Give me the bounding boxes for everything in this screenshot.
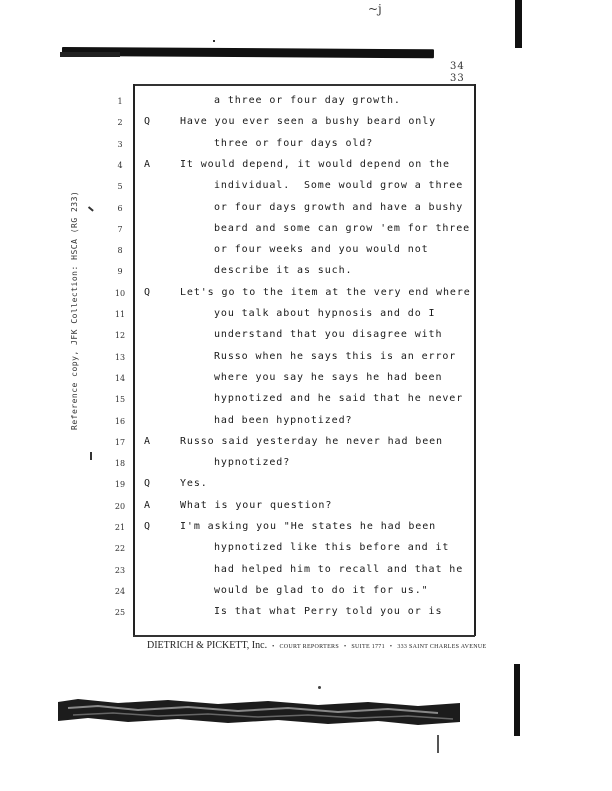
transcript-line xyxy=(0,433,612,454)
transcript-line xyxy=(0,369,612,390)
speaker-label: Q xyxy=(144,286,151,298)
line-number: 23 xyxy=(114,565,126,575)
speaker-label: A xyxy=(144,499,151,511)
transcript-line xyxy=(0,390,612,411)
transcript-line xyxy=(0,348,612,369)
scan-edge-mark-bottom xyxy=(514,664,520,736)
line-number: 14 xyxy=(114,373,126,383)
transcript-line xyxy=(0,284,612,305)
transcript-text: Is that what Perry told you or is xyxy=(214,606,443,618)
line-number: 1 xyxy=(117,97,123,106)
footer-bullet: • xyxy=(344,644,347,650)
scan-smudge-bottom xyxy=(58,694,460,730)
line-number: 15 xyxy=(114,395,126,405)
transcript-line xyxy=(0,220,612,241)
transcript-text: individual. Some would grow a three xyxy=(214,180,464,192)
transcript-text: or four days growth and have a bushy xyxy=(214,201,464,213)
transcript-text: Let's go to the item at the very end where xyxy=(180,286,471,298)
reporter-footer xyxy=(147,640,486,651)
transcript-line xyxy=(0,262,612,283)
line-number: 13 xyxy=(114,352,126,362)
transcript-text: where you say he says he had been xyxy=(214,371,443,383)
transcript-bottom-rule xyxy=(133,635,475,637)
transcript-line xyxy=(0,199,612,220)
transcript-line xyxy=(0,561,612,582)
speaker-label: A xyxy=(144,435,151,447)
transcript-text: What is your question? xyxy=(180,499,333,511)
transcript-text: had been hypnotized? xyxy=(214,414,353,426)
transcript-text: describe it as such. xyxy=(214,265,353,277)
scan-bar-tail xyxy=(60,52,120,57)
line-number: 25 xyxy=(114,608,126,618)
transcript-text: understand that you disagree with xyxy=(214,329,443,341)
transcript-text: a three or four day growth. xyxy=(214,95,401,106)
line-number: 21 xyxy=(114,523,126,532)
transcript-line xyxy=(0,92,612,113)
line-number: 16 xyxy=(114,416,126,426)
transcript-line xyxy=(0,603,612,624)
line-number: 9 xyxy=(117,267,123,277)
transcript-top-rule xyxy=(133,84,475,86)
transcript-text: Yes. xyxy=(180,478,208,490)
line-number: 3 xyxy=(117,139,123,149)
transcript-line xyxy=(0,241,612,262)
speaker-label: Q xyxy=(144,478,151,490)
scan-edge-mark-top xyxy=(515,0,522,48)
line-number: 5 xyxy=(117,182,123,192)
line-number: 22 xyxy=(114,544,126,554)
transcript-text: hypnotized and he said that he never xyxy=(214,393,464,405)
transcript-line xyxy=(0,156,612,177)
transcript-line xyxy=(0,177,612,198)
scan-drip-mark xyxy=(437,735,439,753)
transcript-line xyxy=(0,135,612,156)
transcript-line xyxy=(0,412,612,433)
line-number: 17 xyxy=(114,437,126,447)
transcript-text: or four weeks and you would not xyxy=(214,244,429,256)
transcript-line xyxy=(0,305,612,326)
line-number: 2 xyxy=(117,118,123,128)
scan-speck xyxy=(318,686,321,689)
line-number: 12 xyxy=(114,331,126,341)
transcript-line xyxy=(0,113,612,134)
transcript-line xyxy=(0,326,612,347)
speaker-label: A xyxy=(144,158,151,170)
transcript-line xyxy=(0,475,612,496)
transcript-line xyxy=(0,582,612,603)
footer-court-reporters: COURT REPORTERS xyxy=(279,644,339,650)
transcript-text: Russo said yesterday he never had been xyxy=(180,435,443,447)
transcript-text: would be glad to do it for us." xyxy=(214,584,429,596)
transcript-text: had helped him to recall and that he xyxy=(214,563,464,575)
transcript-line xyxy=(0,518,612,539)
page-number-original: 34 xyxy=(450,61,465,72)
speck-mark xyxy=(213,40,215,42)
page-number-current: 33 xyxy=(450,73,465,84)
speaker-label: Q xyxy=(144,521,151,532)
footer-address: 333 SAINT CHARLES AVENUE xyxy=(397,644,487,650)
transcript-text: Russo when he says this is an error xyxy=(214,350,457,362)
transcript-text: It would depend, it would depend on the xyxy=(180,158,450,170)
transcript-text: Have you ever seen a bushy beard only xyxy=(180,116,437,128)
line-number: 10 xyxy=(114,288,126,298)
line-number: 20 xyxy=(114,501,126,511)
transcript-text: three or four days old? xyxy=(214,137,374,149)
line-number: 4 xyxy=(117,160,123,170)
line-number: 6 xyxy=(117,203,123,213)
transcript-line xyxy=(0,454,612,475)
line-number: 24 xyxy=(114,586,126,596)
transcript-text: beard and some can grow 'em for three xyxy=(214,222,471,234)
footer-bullet: • xyxy=(389,644,393,650)
transcript-text: I'm asking you "He states he had been xyxy=(180,521,437,532)
transcript-text: hypnotized? xyxy=(214,457,291,469)
transcript-text: hypnotized like this before and it xyxy=(214,542,450,554)
line-number: 18 xyxy=(114,459,126,469)
footer-suite: SUITE 1771 xyxy=(351,644,385,650)
line-number: 8 xyxy=(117,246,123,256)
speaker-label: Q xyxy=(144,116,151,128)
footer-bullet: • xyxy=(272,644,275,650)
page-numbers xyxy=(450,61,465,85)
reporter-company: DIETRICH & PICKETT, Inc. xyxy=(147,640,268,651)
top-scribble-mark: ~j xyxy=(368,2,382,16)
transcript-text: you talk about hypnosis and do I xyxy=(214,308,436,319)
transcript-line xyxy=(0,497,612,518)
line-number: 19 xyxy=(114,480,126,490)
archive-reference-stamp: Reference copy, JFK Collection: HSCA (RG 233) xyxy=(70,190,79,430)
line-number: 11 xyxy=(114,310,126,319)
line-number: 7 xyxy=(117,224,123,234)
transcript-line xyxy=(0,539,612,560)
